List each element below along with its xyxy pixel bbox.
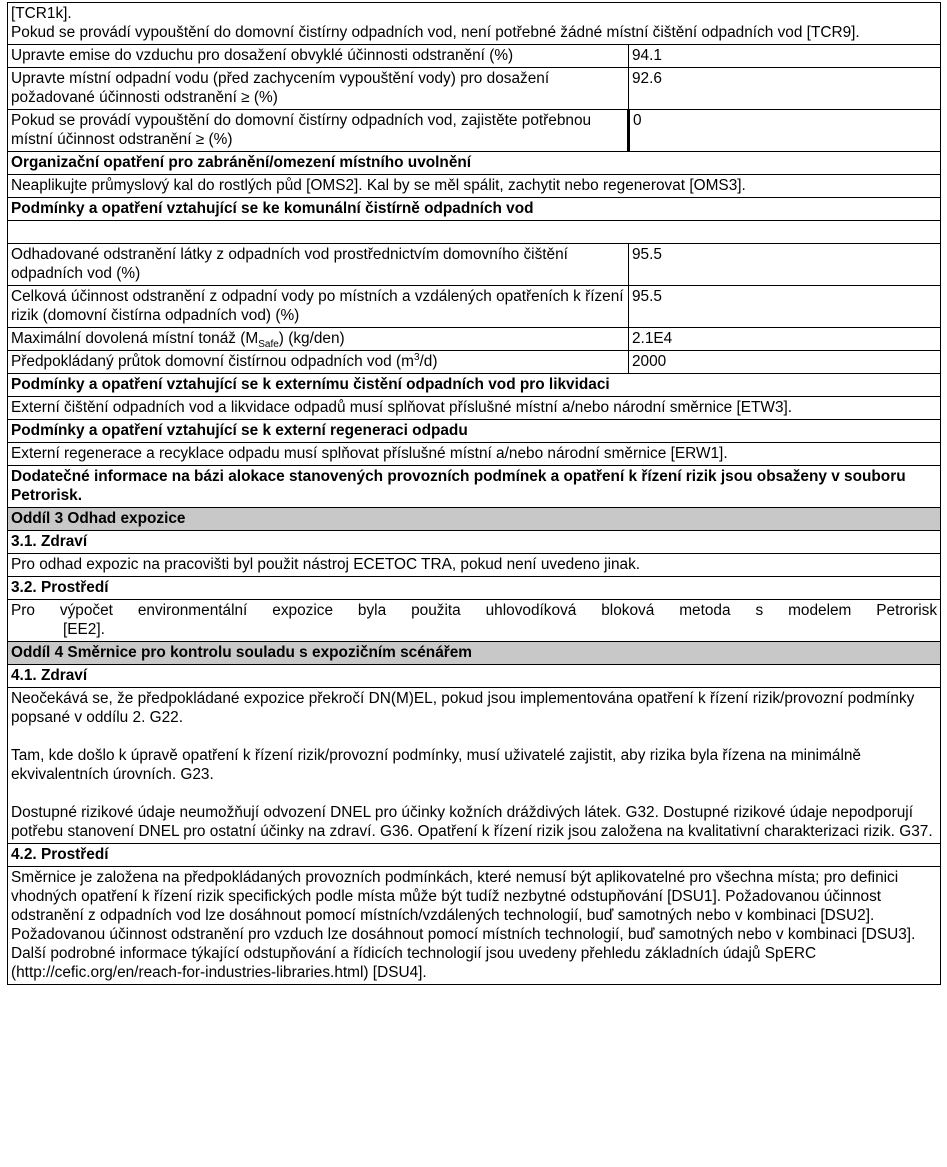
row-value: 94.1 bbox=[629, 45, 941, 68]
section4-title: Oddíl 4 Směrnice pro kontrolu souladu s expozičním scénářem bbox=[8, 642, 941, 665]
external-text: Externí čištění odpadních vod a likvidace odpadů musí splňovat příslušné místní a/nebo národní směrnice [ETW3]. bbox=[8, 397, 941, 420]
intro-row bbox=[8, 3, 941, 45]
text-row bbox=[8, 688, 941, 844]
table-row bbox=[8, 110, 941, 152]
table-row bbox=[8, 244, 941, 286]
msafe-unit: ) (kg/den) bbox=[278, 330, 345, 347]
msafe-label: Maximální dovolená místní tonáž (M bbox=[11, 330, 259, 347]
section4-env-text: Směrnice je založena na předpokládaných provozních podmínkách, které nemusí být aplikovatelné pro všechna místa; pro definici vhodných opatření k řízení rizik specifických podle místa může být tudíž nezbytné odstupňování [DSU1]. Požadovanou účinnost odstranění z odpadních vod lze dosáhnout pomocí místních/vzdálených technologií, buď samotných nebo v kombinaci [DSU2]. Požadovanou účinnost odstranění pro vzduch lze dosáhnout pomocí místních technologií, buď samotných nebo v kombinaci [DSU3]. Další podrobné informace týkající odstupňování a řídicích technologií jsou uvedeny přehledu základních údajů SpERC (http://cefic.org/en/reach-for-industries-libraries.html) [DSU4]. bbox=[8, 867, 941, 985]
text-row bbox=[8, 554, 941, 577]
row-value: 2.1E4 bbox=[629, 328, 941, 351]
row-value: 95.5 bbox=[629, 244, 941, 286]
row-value: 0 bbox=[629, 110, 941, 152]
row-value: 95.5 bbox=[629, 286, 941, 328]
empty-cell bbox=[8, 221, 941, 244]
flow-superscript: 3 bbox=[413, 351, 420, 363]
section4-health-p3: Dostupné rizikové údaje neumožňují odvození DNEL pro účinky kožních dráždivých látek. G32. Dostupné rizikové údaje nepodporují potřebu stanovení DNEL pro ostatní účinky na zdraví. G36. Opatření k řízení rizik jsou založena na kvalitativní charakterizaci rizik. G37. bbox=[11, 804, 933, 840]
row-value: 2000 bbox=[629, 351, 941, 374]
row-label: Upravte emise do vzduchu pro dosažení obvyklé účinnosti odstranění (%) bbox=[8, 45, 629, 68]
recovery-heading: Podmínky a opatření vztahující se k externí regeneraci odpadu bbox=[8, 420, 941, 443]
intro-text: Pokud se provádí vypouštění do domovní čistírny odpadních vod, není potřebné žádné místní čištění odpadních vod [TCR9]. bbox=[11, 24, 860, 41]
exposure-scenario-table bbox=[7, 2, 941, 985]
flow-label: Předpokládaný průtok domovní čistírnou odpadních vod (m bbox=[11, 353, 414, 370]
flow-unit: /d) bbox=[419, 353, 438, 370]
section4-health-cell bbox=[8, 688, 941, 844]
section4-env-heading: 4.2. Prostředí bbox=[8, 844, 941, 867]
recovery-text: Externí regenerace a recyklace odpadu musí splňovat příslušné místní a/nebo národní směrnice [ERW1]. bbox=[8, 443, 941, 466]
section-heading-row bbox=[8, 152, 941, 175]
subsection-heading-row bbox=[8, 665, 941, 688]
text-row bbox=[8, 397, 941, 420]
org-text: Neaplikujte průmyslový kal do rostlých půd [OMS2]. Kal by se měl spálit, zachytit nebo regenerovat [OMS3]. bbox=[8, 175, 941, 198]
text-row bbox=[8, 443, 941, 466]
text-row bbox=[8, 867, 941, 985]
subsection-heading-row bbox=[8, 531, 941, 554]
external-heading: Podmínky a opatření vztahující se k externímu čistění odpadních vod pro likvidaci bbox=[8, 374, 941, 397]
row-value: 92.6 bbox=[629, 68, 941, 110]
row-label bbox=[8, 328, 629, 351]
section3-health-heading: 3.1. Zdraví bbox=[8, 531, 941, 554]
section4-health-p1: Neočekává se, že předpokládané expozice překročí DN(M)EL, pokud jsou implementována opatření k řízení rizik/provozní podmínky popsané v oddílu 2. G22. bbox=[11, 690, 915, 726]
table-row bbox=[8, 328, 941, 351]
subsection-heading-row bbox=[8, 844, 941, 867]
row-label: Celková účinnost odstranění z odpadní vody po místních a vzdálených opatřeních k řízení rizik (domovní čistírna odpadních vod) (%) bbox=[8, 286, 629, 328]
table-row bbox=[8, 286, 941, 328]
intro-ref: [TCR1k]. bbox=[11, 5, 72, 22]
org-heading: Organizační opatření pro zabránění/omezení místního uvolnění bbox=[8, 152, 941, 175]
section-heading-row bbox=[8, 420, 941, 443]
section-title-row bbox=[8, 508, 941, 531]
text-row bbox=[8, 466, 941, 508]
intro-cell bbox=[8, 3, 941, 45]
section3-env-ref: [EE2]. bbox=[63, 621, 105, 638]
additional-info: Dodatečné informace na bázi alokace stanovených provozních podmínek a opatření k řízení rizik jsou obsaženy v souboru Petrorisk. bbox=[8, 466, 941, 508]
row-label: Odhadované odstranění látky z odpadních vod prostřednictvím domovního čištění odpadních vod (%) bbox=[8, 244, 629, 286]
section4-health-p2: Tam, kde došlo k úpravě opatření k řízení rizik/provozní podmínky, musí uživatelé zajistit, aby rizika byla řízena na minimálně ekvivalentních úrovních. G23. bbox=[11, 747, 861, 783]
section4-health-heading: 4.1. Zdraví bbox=[8, 665, 941, 688]
text-row bbox=[8, 175, 941, 198]
section3-health-text: Pro odhad expozic na pracovišti byl použit nástroj ECETOC TRA, pokud není uvedeno jinak. bbox=[8, 554, 941, 577]
section3-env-heading: 3.2. Prostředí bbox=[8, 577, 941, 600]
wwtp-heading: Podmínky a opatření vztahující se ke komunální čistírně odpadních vod bbox=[8, 198, 941, 221]
row-label: Upravte místní odpadní vodu (před zachycením vypouštění vody) pro dosažení požadované účinnosti odstranění ≥ (%) bbox=[8, 68, 629, 110]
msafe-subscript: Safe bbox=[258, 339, 279, 351]
section-heading-row bbox=[8, 198, 941, 221]
section3-env-text: Pro výpočet environmentální expozice byla použita uhlovodíková bloková metoda s modelem Petrorisk bbox=[11, 602, 938, 619]
section-title-row bbox=[8, 642, 941, 665]
subsection-heading-row bbox=[8, 577, 941, 600]
empty-row bbox=[8, 221, 941, 244]
section3-env-cell bbox=[8, 600, 941, 642]
table-row bbox=[8, 45, 941, 68]
table-row bbox=[8, 351, 941, 374]
row-label bbox=[8, 351, 629, 374]
text-row bbox=[8, 600, 941, 642]
section-heading-row bbox=[8, 374, 941, 397]
section3-title: Oddíl 3 Odhad expozice bbox=[8, 508, 941, 531]
row-label: Pokud se provádí vypouštění do domovní čistírny odpadních vod, zajistěte potřebnou místní účinnost odstranění ≥ (%) bbox=[8, 110, 629, 152]
table-row bbox=[8, 68, 941, 110]
